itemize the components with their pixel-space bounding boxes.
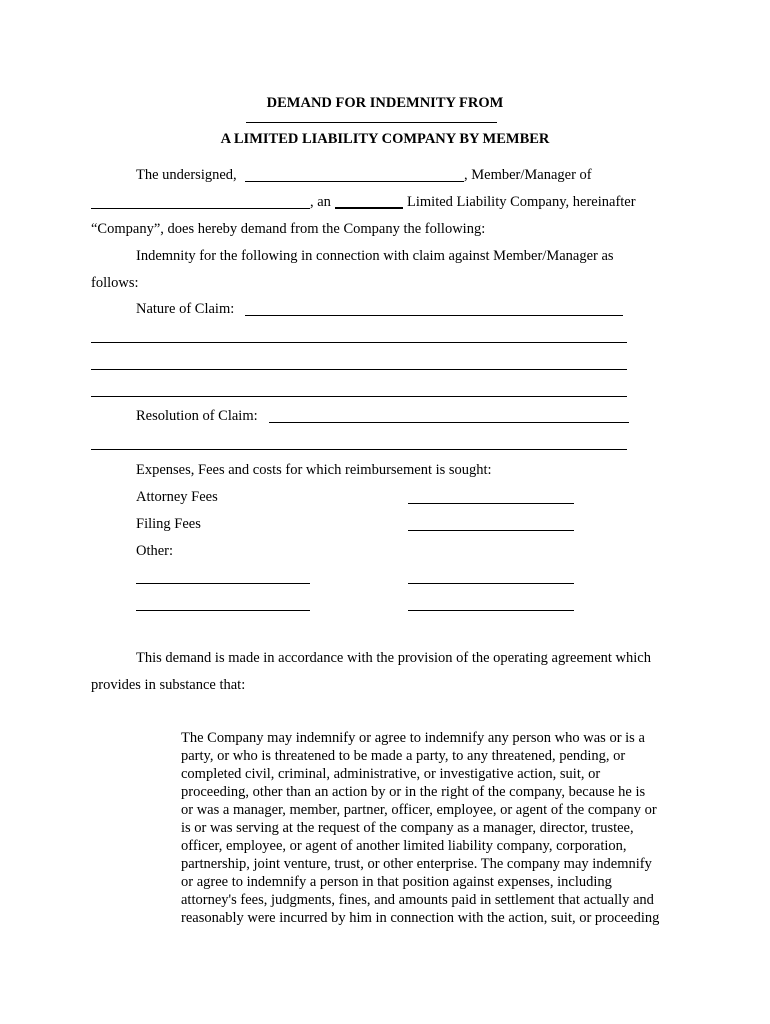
quote-line: or agree to indemnify a person in that position against expenses, including [181, 874, 612, 890]
other-label: Other: [136, 543, 174, 559]
quote-line: or was a manager, member, partner, officer, employee, or agent of the company or [181, 802, 657, 818]
llc-hereinafter-label: Limited Liability Company, hereinafter [407, 194, 636, 210]
indemnity-text-line-1: Indemnity for the following in connection with claim against Member/Manager as [136, 248, 614, 264]
quote-line: attorney's fees, judgments, fines, and amounts paid in settlement that actually and [181, 892, 654, 908]
resolution-of-claim-label: Resolution of Claim: [136, 408, 258, 424]
quote-line: partnership, joint venture, trust, or other enterprise. The company may indemnify [181, 856, 652, 872]
quote-line: is or was serving at the request of the company as a manager, director, trustee, [181, 820, 634, 836]
attorney-fees-amount-blank[interactable] [408, 503, 574, 504]
other-expense-2-blank[interactable] [136, 610, 310, 611]
resolution-of-claim-blank-2[interactable] [91, 449, 627, 450]
quote-line: reasonably were incurred by him in connection with the action, suit, or proceeding [181, 910, 660, 926]
title-line-2: A LIMITED LIABILITY COMPANY BY MEMBER [220, 131, 550, 147]
attorney-fees-label: Attorney Fees [136, 489, 218, 505]
other-expense-1-amount-blank[interactable] [408, 583, 574, 584]
filing-fees-amount-blank[interactable] [408, 530, 574, 531]
llc-name-blank[interactable] [91, 208, 310, 209]
nature-of-claim-blank-4[interactable] [91, 396, 627, 397]
resolution-of-claim-blank[interactable] [269, 422, 629, 423]
undersigned-label: The undersigned, [136, 167, 237, 183]
nature-of-claim-blank[interactable] [245, 315, 623, 316]
expenses-label: Expenses, Fees and costs for which reimbursement is sought: [136, 462, 492, 478]
other-expense-1-blank[interactable] [136, 583, 310, 584]
title-line-1: DEMAND FOR INDEMNITY FROM [266, 95, 504, 111]
company-demand-text: “Company”, does hereby demand from the Company the following: [91, 221, 486, 237]
nature-of-claim-blank-3[interactable] [91, 369, 627, 370]
indemnity-text-line-2: follows: [91, 275, 139, 291]
demand-text-line-2: provides in substance that: [91, 677, 246, 693]
quote-line: party, or who is threatened to be made a party, to any threatened, pending, or [181, 748, 626, 764]
state-blank[interactable] [335, 207, 403, 209]
filing-fees-label: Filing Fees [136, 516, 201, 532]
nature-of-claim-label: Nature of Claim: [136, 301, 235, 317]
quote-line: completed civil, criminal, administrative, or investigative action, suit, or [181, 766, 601, 782]
other-expense-2-amount-blank[interactable] [408, 610, 574, 611]
quote-line: The Company may indemnify or agree to indemnify any person who was or is a [181, 730, 645, 746]
an-label: , an [310, 194, 331, 210]
company-name-blank[interactable] [246, 122, 497, 123]
quote-line: officer, employee, or agent of another limited liability company, corporation, [181, 838, 627, 854]
demand-text-line-1: This demand is made in accordance with the provision of the operating agreement which [136, 650, 651, 666]
quote-line: proceeding, other than an action by or in the right of the company, because he is [181, 784, 646, 800]
member-manager-of-label: , Member/Manager of [464, 167, 592, 183]
nature-of-claim-blank-2[interactable] [91, 342, 627, 343]
member-name-blank[interactable] [245, 181, 464, 182]
